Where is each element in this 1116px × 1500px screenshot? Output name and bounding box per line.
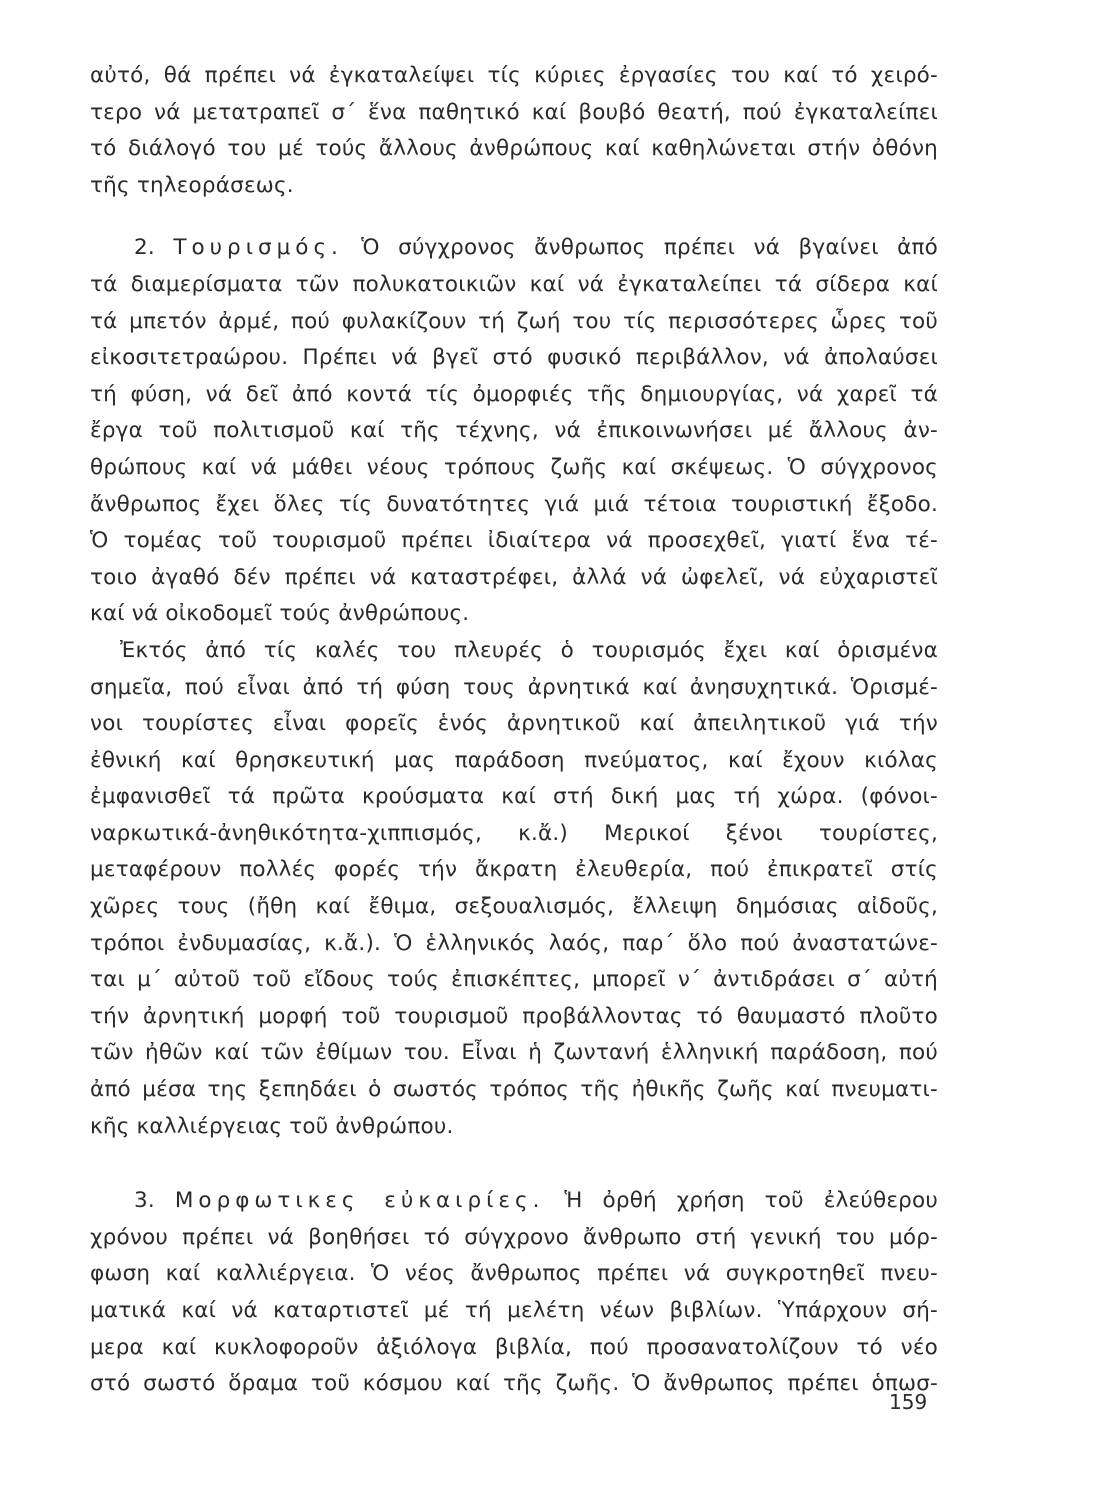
section-number: 3. [134, 1188, 155, 1214]
text-line: μερα καί κυκλοφοροῦν ἀξιόλογα βιβλία, πού προσανατολίζουν τό νέο [90, 1334, 938, 1360]
text-line: χρόνου πρέπει νά βοηθήσει τό σύγχρονο ἄνθρωπο στή γενική του μόρ- [90, 1224, 938, 1250]
section-tourism [90, 230, 938, 633]
text-line: νοι τουρίστες εἶναι φορεῖς ἑνός ἀρνητικοῦ καί ἀπειλητικοῦ γιά τήν [90, 711, 938, 737]
paragraph-gap [90, 1145, 938, 1183]
text-line: εἰκοσιτετραώρου. Πρέπει νά βγεῖ στό φυσικό περιβάλλον, νά ἀπολαύσει [90, 345, 938, 371]
paragraph-gap [90, 204, 938, 230]
text-line: Ὁ τομέας τοῦ τουρισμοῦ πρέπει ἰδιαίτερα νά προσεχθεῖ, γιατί ἕνα τέ- [90, 528, 938, 554]
text-line: Ἐκτός ἀπό τίς καλές του πλευρές ὁ τουρισμός ἔχει καί ὁρισμένα [120, 637, 938, 663]
intro-paragraph [90, 58, 938, 204]
text-line: τρόποι ἐνδυμασίας, κ.ἄ.). Ὁ ἑλληνικός λαός, παρ΄ ὅλο πού ἀναστατώνε- [90, 930, 938, 956]
text-line: τά διαμερίσματα τῶν πολυκατοικιῶν καί νά ἐγκαταλείπει τά σίδερα καί [90, 271, 938, 297]
text-line: τῆς τηλεοράσεως. [90, 172, 294, 198]
text-line: ται μ΄ αὐτοῦ τοῦ εἴδους τούς ἐπισκέπτες, μπορεῖ ν΄ ἀντιδράσει σ΄ αὐτή [90, 967, 938, 993]
text-line: Ὁ σύγχρονος ἄνθρωπος πρέπει νά βγαίνει ἀπό [361, 235, 938, 261]
text-line: τά μπετόν ἀρμέ, πού φυλακίζουν τή ζωή του τίς περισσότερες ὧρες τοῦ [90, 308, 938, 334]
text-line: κῆς καλλιέργειας τοῦ ἀνθρώπου. [90, 1113, 454, 1139]
tourism-negative-paragraph [90, 633, 938, 1145]
section-heading: Μορφωτικες εὐκαιρίες. [174, 1188, 545, 1214]
text-line: ἀπό μέσα της ξεπηδάει ὁ σωστός τρόπος τῆς ἠθικῆς ζωῆς καί πνευματι- [90, 1077, 938, 1103]
page-body [90, 58, 938, 1403]
text-line: ναρκωτικά-ἀνηθικότητα-χιππισμός, κ.ἄ.) Μερικοί ξένοι τουρίστες, [90, 820, 938, 846]
text-line: θρώπους καί νά μάθει νέους τρόπους ζωῆς καί σκέψεως. Ὁ σύγχρονος [90, 454, 938, 480]
text-line: χῶρες τους (ἤθη καί ἔθιμα, σεξουαλισμός, ἔλλειψη δημόσιας αἰδοῦς, [90, 894, 938, 920]
text-line: φωση καί καλλιέργεια. Ὁ νέος ἄνθρωπος πρέπει νά συγκροτηθεῖ πνευ- [90, 1261, 938, 1287]
text-line: Ἡ ὀρθή χρήση τοῦ ἐλεύθερου [564, 1188, 938, 1214]
text-line: τοιο ἀγαθό δέν πρέπει νά καταστρέφει, ἀλλά νά ὠφελεῖ, νά εὐχαριστεῖ [90, 564, 938, 590]
text-line: στό σωστό ὅραμα τοῦ κόσμου καί τῆς ζωῆς. Ὁ ἄνθρωπος πρέπει ὁπωσ- [90, 1371, 938, 1397]
section-number: 2. [134, 235, 155, 261]
section-education [90, 1183, 938, 1403]
text-line: μεταφέρουν πολλές φορές τήν ἄκρατη ἐλευθερία, πού ἐπικρατεῖ στίς [90, 857, 938, 883]
text-line: τερο νά μετατραπεῖ σ΄ ἕνα παθητικό καί βουβό θεατή, πού ἐγκαταλείπει [90, 99, 938, 125]
text-line: σημεῖα, πού εἶναι ἀπό τή φύση τους ἀρνητικά καί ἀνησυχητικά. Ὁρισμέ- [90, 674, 938, 700]
text-line: αὐτό, θά πρέπει νά ἐγκαταλείψει τίς κύριες ἐργασίες του καί τό χειρό- [90, 63, 938, 88]
text-line: καί νά οἰκοδομεῖ τούς ἀνθρώπους. [90, 601, 470, 627]
section-heading-line [90, 1183, 938, 1220]
text-line: ματικά καί νά καταρτιστεῖ μέ τή μελέτη νέων βιβλίων. Ὑπάρχουν σή- [90, 1298, 938, 1323]
page-number: 159 [889, 1390, 928, 1414]
text-line: τήν ἀρνητική μορφή τοῦ τουρισμοῦ προβάλλοντας τό θαυμαστό πλοῦτο [90, 1003, 938, 1029]
text-line: τή φύση, νά δεῖ ἀπό κοντά τίς ὀμορφιές τῆς δημιουργίας, νά χαρεῖ τά [90, 381, 938, 407]
section-heading-line [90, 230, 938, 267]
text-line: τό διάλογό του μέ τούς ἄλλους ἀνθρώπους καί καθηλώνεται στήν ὀθόνη [90, 136, 938, 162]
text-line: ἄνθρωπος ἔχει ὅλες τίς δυνατότητες γιά μιά τέτοια τουριστική ἔξοδο. [90, 491, 938, 517]
text-line: ἔργα τοῦ πολιτισμοῦ καί τῆς τέχνης, νά ἐπικοινωνήσει μέ ἄλλους ἀν- [90, 418, 938, 444]
section-heading: Τουρισμός. [173, 235, 343, 261]
text-line: ἐθνική καί θρησκευτική μας παράδοση πνεύματος, καί ἔχουν κιόλας [90, 747, 938, 773]
text-line: ἐμφανισθεῖ τά πρῶτα κρούσματα καί στή δική μας τή χώρα. (φόνοι- [90, 784, 938, 810]
text-line: τῶν ἠθῶν καί τῶν ἐθίμων του. Εἶναι ἡ ζωντανή ἑλληνική παράδοση, πού [90, 1040, 938, 1066]
